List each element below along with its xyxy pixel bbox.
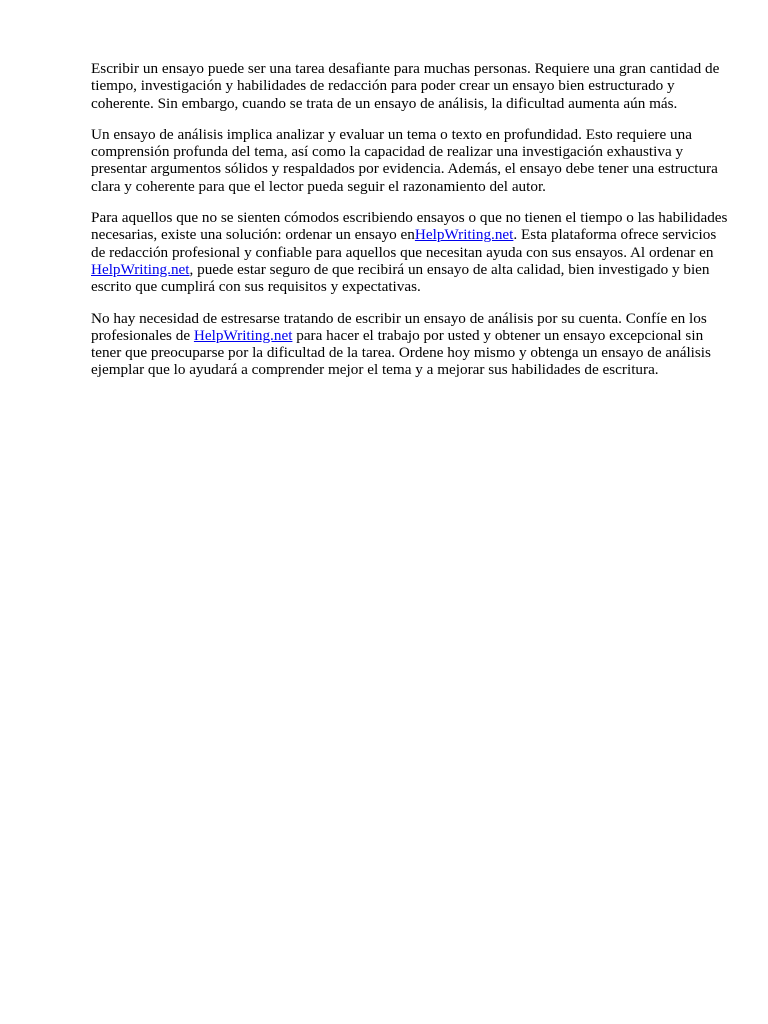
- helpwriting-link-3[interactable]: HelpWriting.net: [193, 326, 293, 344]
- paragraph-2: Un ensayo de análisis implica analizar y evaluar un tema o texto en profundidad. Esto requiere una comprensión profunda del tema, así como la capacidad de realizar una investigación exhaustiva y presentar argumentos sólidos y respaldados por evidencia. Además, el ensayo debe tener una estructura clara y coherente para que el lector pueda seguir el razonamiento del autor.: [91, 125, 718, 195]
- paragraph-3-text-b: . Esta plataforma ofrece servicios de redacción profesional y confiable para aquellos que necesitan ayuda con sus ensayos. Al ordenar en: [91, 226, 717, 261]
- helpwriting-link-1[interactable]: HelpWriting.net: [414, 226, 514, 244]
- helpwriting-link-2[interactable]: HelpWriting.net: [91, 260, 190, 278]
- paragraph-3-text-c: , puede estar seguro de que recibirá un ensayo de alta calidad, bien investigado y bien escrito que cumplirá con sus requisitos y expectativas.: [91, 260, 710, 296]
- paragraph-3: [91, 209, 731, 295]
- paragraph-4: [91, 310, 731, 379]
- paragraph-4-text-b: para hacer el trabajo por usted y obtener un ensayo excepcional sin tener que preocuparse por la dificultad de la tarea. Ordene hoy mismo y obtenga un ensayo de análisis ejemplar que lo ayudará a comprender mejor el tema y a mejorar sus habilidades de escritura.: [91, 326, 711, 379]
- paragraph-1: Escribir un ensayo puede ser una tarea desafiante para muchas personas. Requiere una gran cantidad de tiempo, investigación y habilidades de redacción para poder crear un ensayo bien estructurado y coherente. Sin embargo, cuando se trata de un ensayo de análisis, la dificultad aumenta aún más.: [91, 60, 720, 112]
- document-body: [91, 60, 731, 393]
- paragraph-3-text-a: Para aquellos que no se sienten cómodos escribiendo ensayos o que no tienen el tiempo o las habilidades necesarias, existe una solución: ordenar un ensayo en: [91, 209, 728, 244]
- paragraph-4-text-a: No hay necesidad de estresarse tratando de escribir un ensayo de análisis por su cuenta. Confíe en los profesionales de: [91, 309, 707, 344]
